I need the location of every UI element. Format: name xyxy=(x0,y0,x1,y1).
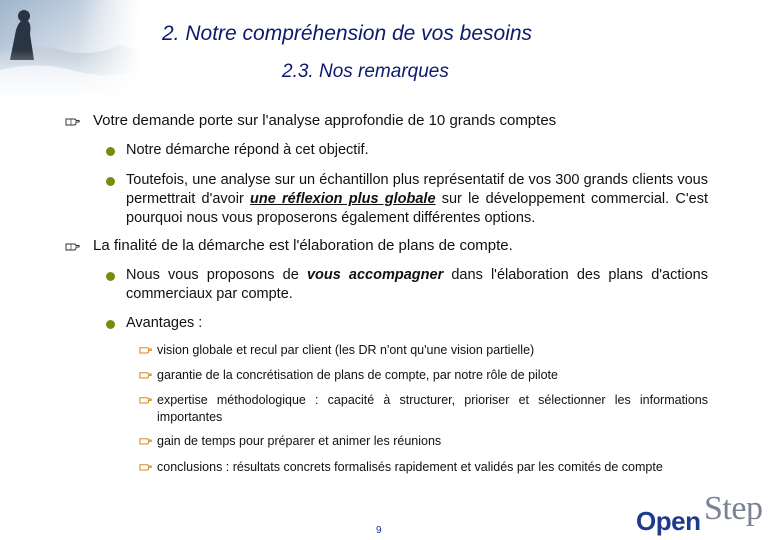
openstep-logo xyxy=(636,490,770,536)
advantage-item: expertise méthodologique : capacité à structurer, prioriser et sélectionner les informations importantes xyxy=(157,393,708,424)
pointing-hand-icon xyxy=(65,116,80,126)
emphasis-accompany: vous accompagner xyxy=(306,267,444,283)
pointing-hand-icon xyxy=(139,462,154,472)
advantage-item: conclusions : résultats concrets formalisés rapidement et validés par les comités de compte xyxy=(157,460,663,474)
pointing-hand-icon xyxy=(139,370,154,380)
section1-bullet-1: Notre démarche répond à cet objectif. xyxy=(126,142,369,158)
pointing-hand-icon xyxy=(139,395,154,405)
section2-heading: La finalité de la démarche est l'élaboration de plans de compte. xyxy=(93,237,513,254)
section2-bullet-1: Nous vous proposons de vous accompagner dans l'élaboration des plans d'actions commerciaux par compte. xyxy=(126,267,708,302)
pointing-hand-icon xyxy=(139,345,154,355)
olive-dot-icon xyxy=(106,272,115,281)
olive-dot-icon xyxy=(106,147,115,156)
section1-heading: Votre demande porte sur l'analyse approfondie de 10 grands comptes xyxy=(93,112,557,129)
olive-dot-icon xyxy=(106,320,115,329)
section1-bullet-2: Toutefois, une analyse sur un échantillon plus représentatif de vos 300 grands clients vous permettrait d'avoir une réflexion plus globale sur le développement commercial. C'est pourquoi nous vous proposerons également différentes options. xyxy=(126,172,708,226)
corner-photo xyxy=(0,0,140,100)
page-number: 9 xyxy=(376,525,382,536)
page-subtitle: 2.3. Nos remarques xyxy=(282,61,449,82)
section2-bullet-2: Avantages : xyxy=(126,315,203,331)
advantage-item: vision globale et recul par client (les DR n'ont qu'une vision partielle) xyxy=(157,343,535,357)
emphasis-global-reflection: une réflexion plus globale xyxy=(250,191,436,207)
pointing-hand-icon xyxy=(139,436,154,446)
olive-dot-icon xyxy=(106,177,115,186)
page-title: 2. Notre compréhension de vos besoins xyxy=(162,22,533,45)
logo-step-text: Step xyxy=(704,490,763,527)
pointing-hand-icon xyxy=(65,241,80,251)
advantage-item: gain de temps pour préparer et animer les réunions xyxy=(157,434,442,448)
advantage-item: garantie de la concrétisation de plans de compte, par notre rôle de pilote xyxy=(157,368,558,382)
logo-open-text: Open xyxy=(636,506,701,536)
